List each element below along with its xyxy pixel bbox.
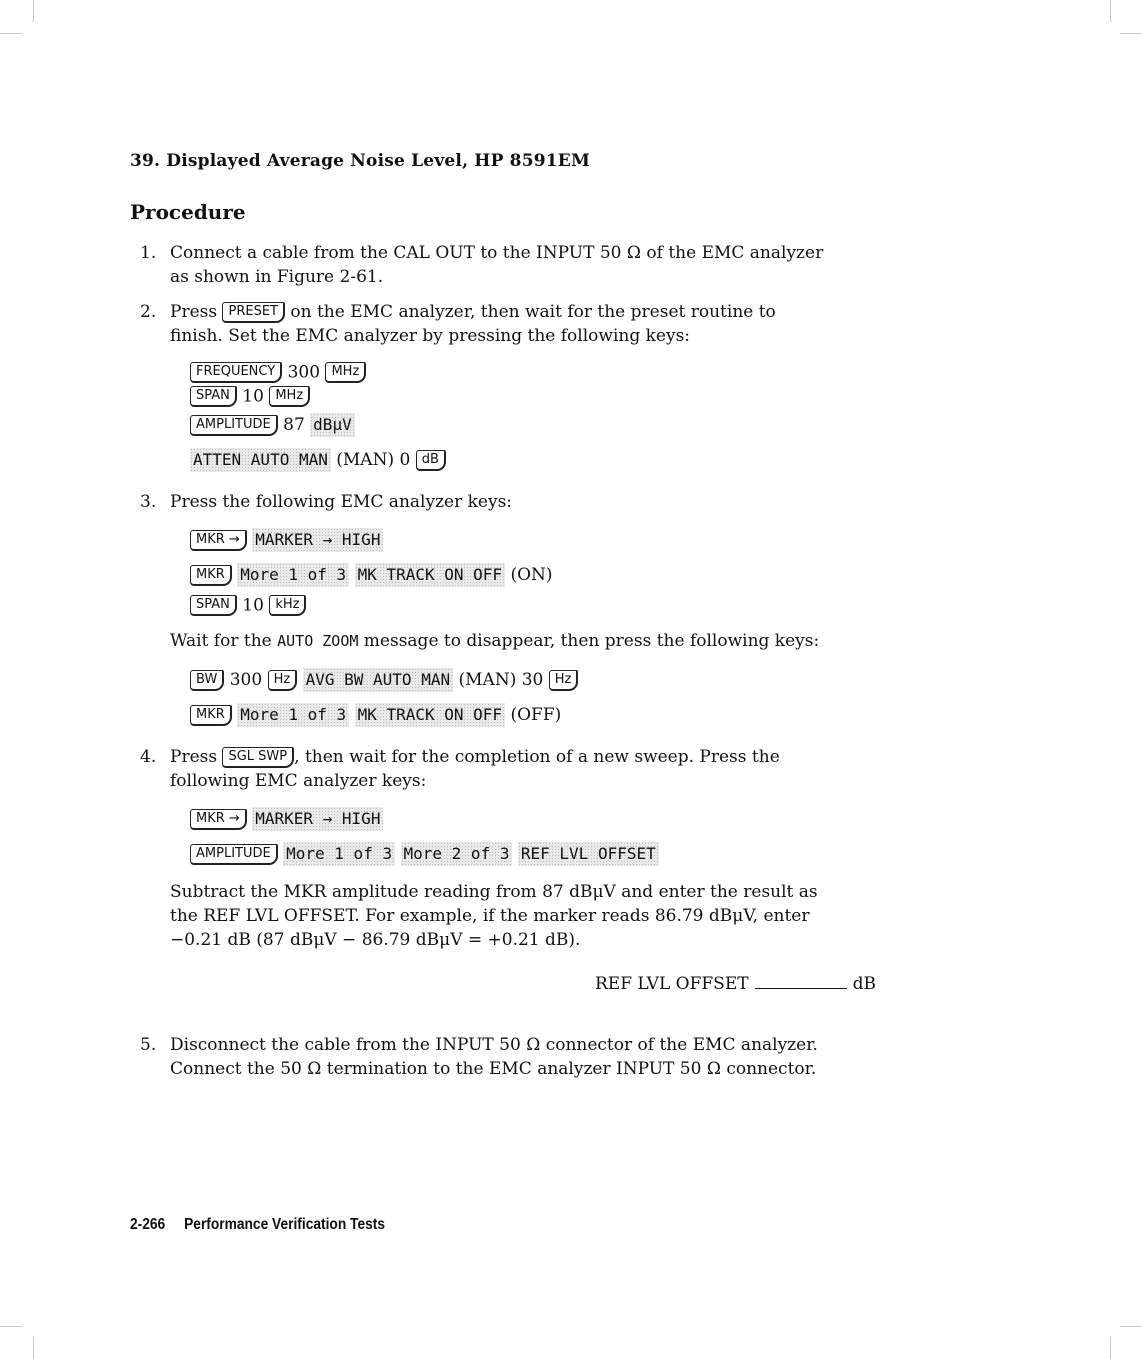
key-sequence-frequency [190,362,366,383]
mkr-arrow-key[interactable]: MKR → [190,809,247,830]
subtract-line-1: Subtract the MKR amplitude reading from 87 dBμV and enter the result as [170,882,818,902]
press-label: Press [170,302,218,322]
step-5-line-1: Disconnect the cable from the INPUT 50 Ω connector of the EMC analyzer. [170,1035,818,1055]
key-sequence-span-khz [190,595,306,616]
step-5-text [170,1033,818,1081]
key-sequence-marker-high [190,807,383,831]
more-1-of-3-softkey[interactable]: More 1 of 3 [283,842,395,866]
more-1-of-3-softkey[interactable]: More 1 of 3 [237,563,349,587]
step-1-line-1: Connect a cable from the CAL OUT to the INPUT 50 Ω of the EMC analyzer [170,243,824,263]
key-sequence-amplitude [190,413,355,437]
bw-key[interactable]: BW [190,670,224,691]
amplitude-key[interactable]: AMPLITUDE [190,415,278,436]
marker-high-softkey[interactable]: MARKER → HIGH [252,528,383,552]
record-label: REF LVL OFFSET [595,974,749,994]
subtract-instructions [170,880,818,952]
mkr-key[interactable]: MKR [190,705,232,726]
press-label: Press [170,747,218,767]
off-text: (OFF) [510,705,562,725]
crop-mark [1120,1326,1142,1327]
marker-high-softkey[interactable]: MARKER → HIGH [252,807,383,831]
span-key[interactable]: SPAN [190,386,237,407]
step-3-text: Press the following EMC analyzer keys: [170,492,513,512]
span-value: 10 [242,595,264,616]
preset-key[interactable]: PRESET [222,302,285,323]
step-2-line-2: finish. Set the EMC analyzer by pressing the following keys: [170,326,691,346]
record-blank-field[interactable] [755,974,847,989]
bw-value: 300 [229,670,263,690]
step-number: 5. [140,1035,157,1055]
more-1-of-3-softkey[interactable]: More 1 of 3 [237,703,349,727]
dbuv-softkey[interactable]: dBμV [310,413,355,437]
mkr-key[interactable]: MKR [190,565,232,586]
khz-key[interactable]: kHz [269,595,306,616]
sgl-swp-key[interactable]: SGL SWP [222,747,294,768]
key-sequence-mk-track-on [190,563,553,587]
subtract-line-2: the REF LVL OFFSET. For example, if the marker reads 86.79 dBμV, enter [170,906,810,926]
mhz-key[interactable]: MHz [269,386,310,407]
ref-lvl-offset-record [595,972,876,996]
procedure-title: Procedure [130,200,246,224]
frequency-value: 300 [287,362,321,383]
step-5-line-2: Connect the 50 Ω termination to the EMC analyzer INPUT 50 Ω connector. [170,1059,817,1079]
mhz-key[interactable]: MHz [325,362,366,383]
key-sequence-ref-lvl-offset [190,842,659,866]
section-title: 39. Displayed Average Noise Level, HP 8591EM [130,151,590,171]
crop-mark [0,33,22,34]
span-value: 10 [242,386,264,407]
key-sequence-atten [190,448,446,472]
on-text: (ON) [510,565,553,585]
step-number: 1. [140,243,157,263]
page-number: 2-266 [130,1216,166,1233]
amplitude-key[interactable]: AMPLITUDE [190,844,278,865]
key-sequence-marker-high [190,528,383,552]
mkr-arrow-key[interactable]: MKR → [190,530,247,551]
key-sequence-bw [190,668,578,692]
step-4-line-1-rest: , then wait for the completion of a new sweep. Press the [294,747,780,767]
ref-lvl-offset-softkey[interactable]: REF LVL OFFSET [518,842,659,866]
avg-bw-man-text: (MAN) 30 [458,670,544,690]
step-2-line-1-rest: on the EMC analyzer, then wait for the preset routine to [290,302,776,322]
step-1-text [170,241,823,289]
db-key[interactable]: dB [416,450,446,471]
step-4-line-2: following EMC analyzer keys: [170,771,427,791]
page-footer [130,1216,385,1234]
wait-text [170,629,819,653]
key-sequence-mk-track-off [190,703,561,727]
record-unit: dB [852,974,876,994]
crop-mark [0,1326,22,1327]
crop-mark [1120,33,1142,34]
atten-man-text: (MAN) 0 [336,450,411,470]
step-number: 4. [140,747,157,767]
footer-title: Performance Verification Tests [184,1216,385,1233]
crop-mark [1110,0,1111,22]
hz-key[interactable]: Hz [268,670,298,691]
avg-bw-auto-man-softkey[interactable]: AVG BW AUTO MAN [303,668,454,692]
step-2-text [170,300,776,348]
step-number: 2. [140,302,157,322]
step-4-text [170,745,780,793]
wait-pre: Wait for the [170,631,272,651]
auto-zoom-message: AUTO ZOOM [277,632,359,650]
atten-auto-man-softkey[interactable]: ATTEN AUTO MAN [190,448,331,472]
key-sequence-span [190,386,310,407]
frequency-key[interactable]: FREQUENCY [190,362,282,383]
step-number: 3. [140,492,157,512]
hz-key[interactable]: Hz [549,670,579,691]
more-2-of-3-softkey[interactable]: More 2 of 3 [401,842,513,866]
crop-mark [33,0,34,22]
subtract-line-3: −0.21 dB (87 dBμV − 86.79 dBμV = +0.21 dB). [170,930,581,950]
wait-post: message to disappear, then press the following keys: [363,631,820,651]
amplitude-value: 87 [283,415,305,435]
mk-track-softkey[interactable]: MK TRACK ON OFF [355,703,506,727]
crop-mark [33,1337,34,1359]
mk-track-softkey[interactable]: MK TRACK ON OFF [355,563,506,587]
span-key[interactable]: SPAN [190,595,237,616]
step-1-line-2: as shown in Figure 2-61. [170,267,384,287]
crop-mark [1110,1337,1111,1359]
